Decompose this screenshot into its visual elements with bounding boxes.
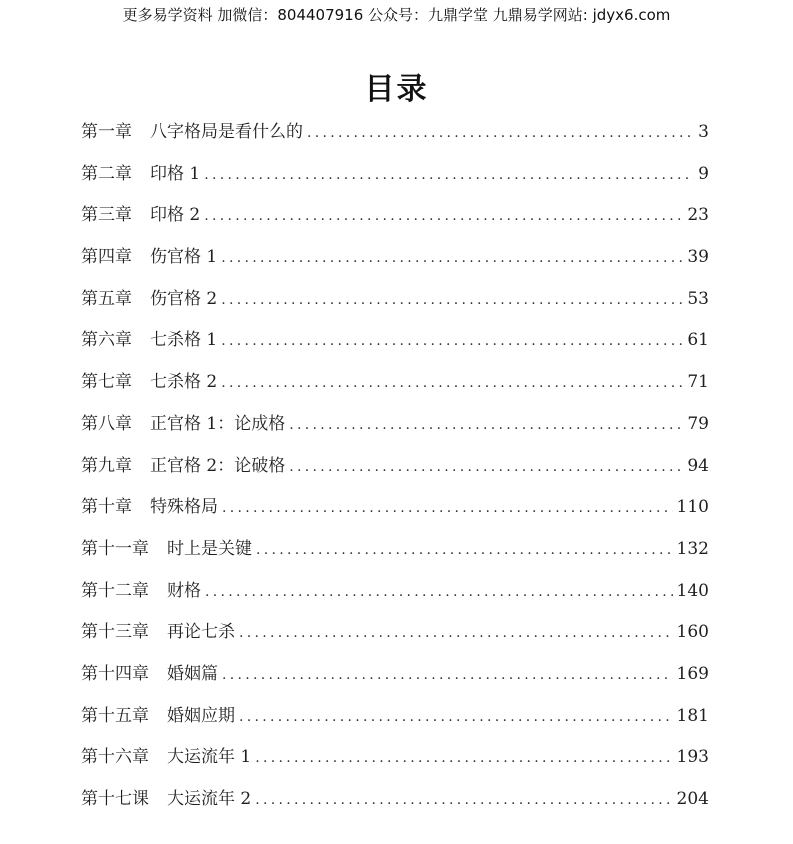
toc-entry-title: 婚姻篇 [167, 663, 218, 684]
toc-entry-title: 时上是关键 [167, 538, 252, 559]
toc-entry-chapter: 第二章 [81, 163, 132, 184]
toc-entry-title: 婚姻应期 [167, 705, 235, 726]
dot-leader [221, 238, 683, 280]
dot-leader [255, 738, 672, 780]
toc-entry-chapter: 第六章 [81, 330, 132, 351]
toc-entry-chapter: 第十一章 [81, 538, 149, 559]
toc-entry[interactable] [81, 654, 709, 696]
toc-entry-chapter: 第十五章 [81, 705, 149, 726]
dot-leader [205, 572, 673, 614]
toc-entry-page: 160 [676, 622, 709, 643]
toc-entry-page: 23 [687, 205, 709, 226]
dot-leader [239, 697, 673, 739]
toc-entry-title: 八字格局是看什么的 [150, 122, 303, 142]
toc-entry[interactable] [81, 446, 709, 488]
dot-leader [289, 405, 683, 447]
toc-entry[interactable] [81, 487, 709, 529]
toc-entry-title: 伤官格 1 [150, 247, 218, 268]
toc-entry-page: 193 [676, 747, 709, 768]
toc-entry[interactable] [81, 571, 709, 613]
dot-leader [204, 155, 694, 197]
toc-entry-chapter: 第十二章 [81, 580, 149, 601]
toc-entry[interactable] [81, 154, 709, 196]
toc-entry-title: 七杀格 1 [150, 330, 218, 351]
dot-leader [221, 363, 683, 405]
toc-entry-chapter: 第十章 [81, 497, 132, 518]
toc-entry-title: 正官格 2：论破格 [150, 455, 286, 476]
toc-entry-page: 181 [676, 705, 709, 726]
toc-entry-title: 印格 2 [150, 205, 201, 226]
toc-entry-title: 大运流年 2 [167, 789, 252, 809]
toc-entry-chapter: 第七章 [81, 372, 132, 393]
toc-entry-title: 特殊格局 [150, 497, 218, 518]
toc-entry[interactable] [81, 529, 709, 571]
toc-entry[interactable] [81, 696, 709, 738]
toc-entry-title: 大运流年 1 [167, 747, 252, 768]
toc-entry-title: 七杀格 2 [150, 372, 218, 393]
toc-entry[interactable] [81, 737, 709, 779]
toc-entry-title: 伤官格 2 [150, 288, 218, 309]
dot-leader [221, 321, 683, 363]
toc-entry-page: 169 [676, 663, 709, 684]
toc-entry-chapter: 第十六章 [81, 747, 149, 768]
toc-entry-chapter: 第五章 [81, 288, 132, 309]
toc-entry[interactable] [81, 279, 709, 321]
toc-entry-page: 94 [687, 455, 709, 476]
dot-leader [256, 530, 673, 572]
toc-entry-page: 61 [687, 330, 709, 351]
toc-entry[interactable] [81, 237, 709, 279]
toc-entry-page: 140 [676, 580, 709, 601]
toc-entry-page: 71 [687, 372, 709, 393]
dot-leader [221, 280, 683, 322]
toc-entry-chapter: 第八章 [81, 413, 132, 434]
dot-leader [222, 655, 673, 697]
toc-entry-page: 204 [676, 789, 709, 809]
toc-entry-title: 再论七杀 [167, 622, 235, 643]
toc-entry-chapter: 第三章 [81, 205, 132, 226]
toc-entry-page: 79 [687, 413, 709, 434]
dot-leader [239, 613, 673, 655]
toc-entry-chapter: 第九章 [81, 455, 132, 476]
toc-entry-chapter: 第一章 [81, 122, 132, 142]
dot-leader [222, 488, 673, 530]
toc-entry-title: 印格 1 [150, 163, 201, 184]
toc-entry-page: 53 [687, 288, 709, 309]
dot-leader [307, 113, 694, 155]
dot-leader [289, 447, 683, 489]
header-promo-text: 更多易学资料 加微信：804407916 公众号：九鼎学堂 九鼎易学网站: jdyx6.com [122, 6, 671, 24]
toc-entry-page: 39 [687, 247, 709, 268]
toc-entry-chapter: 第十七课 [81, 789, 149, 809]
toc-entry-page: 9 [698, 163, 709, 184]
toc-entry-page: 132 [676, 538, 709, 559]
toc-entry[interactable] [81, 112, 709, 154]
toc-list [81, 112, 709, 821]
dot-leader [255, 780, 672, 822]
toc-entry-title: 财格 [167, 580, 201, 601]
toc-title: 目录 [364, 72, 429, 107]
toc-entry-chapter: 第十四章 [81, 663, 149, 684]
toc-entry-chapter: 第十三章 [81, 622, 149, 643]
toc-entry[interactable] [81, 195, 709, 237]
toc-entry[interactable] [81, 362, 709, 404]
toc-entry[interactable] [81, 612, 709, 654]
toc-entry-title: 正官格 1：论成格 [150, 413, 286, 434]
toc-entry[interactable] [81, 320, 709, 362]
toc-entry-page: 110 [676, 497, 709, 518]
toc-entry-chapter: 第四章 [81, 247, 132, 268]
toc-entry-page: 3 [698, 122, 709, 142]
dot-leader [204, 196, 683, 238]
toc-entry[interactable] [81, 779, 709, 821]
toc-entry[interactable] [81, 404, 709, 446]
